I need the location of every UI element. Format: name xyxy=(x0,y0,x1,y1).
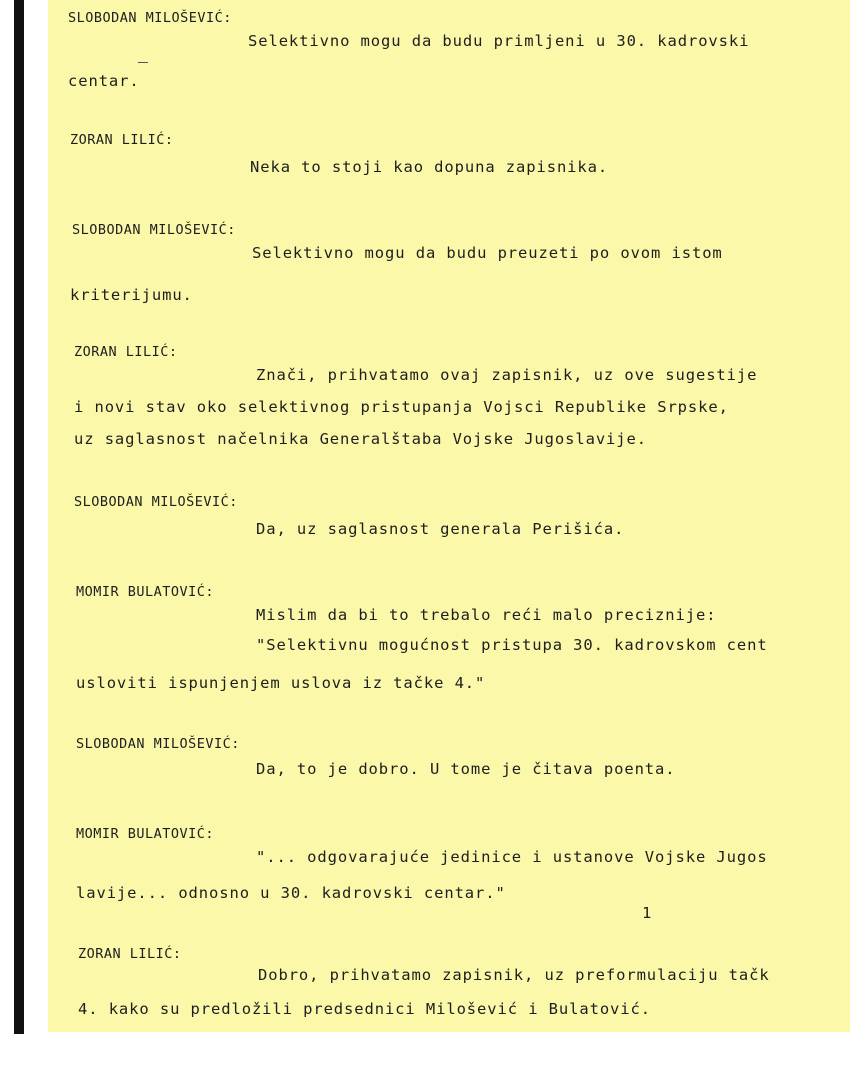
transcript-line: Da, to je dobro. U tome je čitava poenta. xyxy=(256,760,676,778)
transcript-line: Da, uz saglasnost generala Perišića. xyxy=(256,520,625,538)
transcript-line: uz saglasnost načelnika Generalštaba Vojske Jugoslavije. xyxy=(74,430,647,448)
transcript-line: Dobro, prihvatamo zapisnik, uz preformulaciju tačk xyxy=(258,966,770,984)
transcript-line: i novi stav oko selektivnog pristupanja Vojsci Republike Srpske, xyxy=(74,398,729,416)
ink-smudge xyxy=(138,62,148,63)
binding-edge xyxy=(14,0,24,1034)
document-page xyxy=(48,0,850,1032)
transcript-line: centar. xyxy=(68,72,140,90)
speaker-name: SLOBODAN MILOŠEVIĆ: xyxy=(74,494,238,510)
margin-mark: 1 xyxy=(642,904,652,922)
transcript-line: "... odgovarajuće jedinice i ustanove Vojske Jugos xyxy=(256,848,768,866)
transcript-line: kriterijumu. xyxy=(70,286,193,304)
transcript-line: 4. kako su predložili predsednici Milošević i Bulatović. xyxy=(78,1000,651,1018)
speaker-name: SLOBODAN MILOŠEVIĆ: xyxy=(68,10,232,26)
speaker-name: ZORAN LILIĆ: xyxy=(78,946,182,962)
transcript-line: Selektivno mogu da budu primljeni u 30. kadrovski xyxy=(248,32,750,50)
transcript-line: Mislim da bi to trebalo reći malo preciznije: xyxy=(256,606,717,624)
speaker-name: ZORAN LILIĆ: xyxy=(74,344,178,360)
transcript-line: usloviti ispunjenjem uslova iz tačke 4." xyxy=(76,674,486,692)
speaker-name: MOMIR BULATOVIĆ: xyxy=(76,584,215,600)
transcript-line: "Selektivnu mogućnost pristupa 30. kadrovskom cent xyxy=(256,636,768,654)
speaker-name: SLOBODAN MILOŠEVIĆ: xyxy=(76,736,240,752)
speaker-name: SLOBODAN MILOŠEVIĆ: xyxy=(72,222,236,238)
transcript-line: lavije... odnosno u 30. kadrovski centar." xyxy=(76,884,506,902)
speaker-name: MOMIR BULATOVIĆ: xyxy=(76,826,215,842)
transcript-line: Neka to stoji kao dopuna zapisnika. xyxy=(250,158,609,176)
transcript-line: Znači, prihvatamo ovaj zapisnik, uz ove sugestije xyxy=(256,366,758,384)
transcript-line: Selektivno mogu da budu preuzeti po ovom istom xyxy=(252,244,723,262)
speaker-name: ZORAN LILIĆ: xyxy=(70,132,174,148)
